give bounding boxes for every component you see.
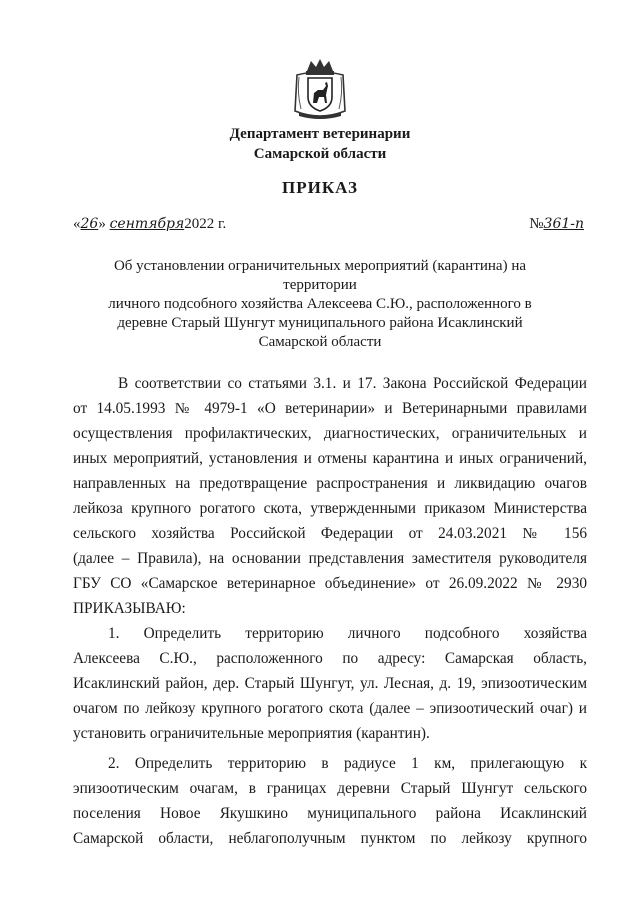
preamble-line: иных мероприятий, установления и отмены карантина и иных ограничений, xyxy=(73,450,587,467)
date-open-quote: « xyxy=(73,216,81,232)
item2-line: эпизоотическим очагам, в границах деревни Старый Шунгут сельского xyxy=(73,780,587,797)
order-number xyxy=(529,216,584,233)
item2-line: поселения Новое Якушкино муниципального района Исаклинский xyxy=(73,805,587,822)
samara-coat-of-arms-icon xyxy=(293,57,347,121)
preamble-line: направленных на предотвращение распространения и ликвидацию очагов xyxy=(73,475,587,492)
preamble-line: В соответствии со статьями 3.1. и 17. Закона Российской Федерации xyxy=(118,375,587,392)
item1-line: 1. Определить территорию личного подсобного хозяйства xyxy=(108,625,587,642)
preamble-line: (далее – Правила), на основании представления заместителя руководителя xyxy=(73,550,587,567)
item1-line: Алексеева С.Ю., расположенного по адресу: Самарская область, xyxy=(73,650,587,667)
subject-line: Самарской области xyxy=(258,334,382,350)
subject-line: личного подсобного хозяйства Алексеева С.Ю., расположенного в xyxy=(108,296,532,312)
order-subject xyxy=(78,257,562,352)
item1-line: Исаклинский район, дер. Старый Шунгут, ул. Лесная, д. 19, эпизоотическим xyxy=(73,675,587,692)
number-label: № xyxy=(529,216,544,232)
preamble-line: ГБУ СО «Самарское ветеринарное объединение» от 26.09.2022 № 2930 xyxy=(73,575,587,592)
preamble-line: от 14.05.1993 № 4979-1 «О ветеринарии» и Ветеринарными правилами xyxy=(73,400,587,417)
date-month-handwritten: сентября xyxy=(109,216,185,232)
date-day-handwritten: 26 xyxy=(80,216,99,232)
department-region: Самарской области xyxy=(253,146,387,162)
item2-line: Самарской области, неблагополучным пунктом по лейкозу крупного xyxy=(73,830,587,847)
document-title: ПРИКАЗ xyxy=(282,178,358,197)
preamble-line: лейкоза крупного рогатого скота, утвержденными приказом Министерства xyxy=(73,500,587,517)
date-year: 2022 г. xyxy=(184,216,227,232)
preamble-line: сельского хозяйства Российской Федерации от 24.03.2021 № 156 xyxy=(73,525,587,542)
order-directive: ПРИКАЗЫВАЮ: xyxy=(73,600,186,617)
item1-line: очагом по лейкозу крупного рогатого скота (далее – эпизоотический очаг) и xyxy=(73,700,587,717)
item1-line: установить ограничительные мероприятия (карантин). xyxy=(73,725,430,742)
number-value-handwritten: 361-п xyxy=(543,216,584,232)
preamble-line: осуществления профилактических, диагностических, ограничительных и xyxy=(73,425,587,442)
order-date xyxy=(73,216,226,233)
date-close-quote: » xyxy=(98,216,106,232)
subject-line: Об установлении ограничительных мероприятий (карантина) на территории xyxy=(113,258,527,293)
department-name: Департамент ветеринарии xyxy=(229,126,411,142)
subject-line: деревне Старый Шунгут муниципального района Исаклинский xyxy=(117,315,523,331)
item2-line: 2. Определить территорию в радиусе 1 км, прилегающую к xyxy=(108,755,587,772)
